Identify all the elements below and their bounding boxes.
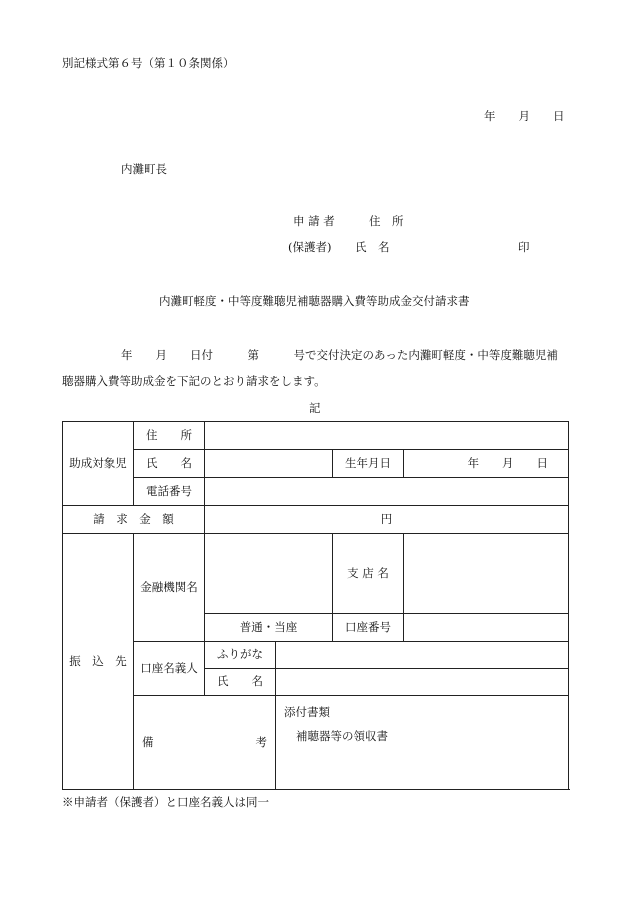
body-line-1: 年 月 日付 第 号で交付決定のあった内灘町軽度・中等度難聴児補 <box>121 348 558 362</box>
addressee: 内灘町長 <box>121 162 167 176</box>
body-line-2: 聴器購入費等助成金を下記のとおり請求をします。 <box>62 374 326 388</box>
branch-label: 支 店 名 <box>333 534 404 614</box>
child-address-label: 住 所 <box>134 422 205 450</box>
account-number-label: 口座番号 <box>333 614 404 642</box>
date-line: 年 月 日 <box>484 109 565 123</box>
footnote: ※申請者（保護者）と口座名義人は同一 <box>62 795 269 809</box>
child-address-field[interactable] <box>205 422 569 450</box>
guardian-label: (保護者) <box>288 240 332 254</box>
holder-name-field[interactable] <box>276 669 569 696</box>
applicant-name-label: 氏 名 <box>355 240 390 254</box>
bank-label: 金融機関名 <box>134 534 205 642</box>
account-holder-label: 口座名義人 <box>134 642 205 696</box>
remarks-label <box>134 696 276 790</box>
seal-mark: 印 <box>518 240 530 254</box>
amount-label: 請 求 金 額 <box>63 506 205 534</box>
attachments-label: 添付書類 <box>284 705 330 719</box>
birthdate-field[interactable]: 年 月 日 <box>404 450 569 478</box>
form-number: 別記様式第６号（第１０条関係） <box>62 56 235 70</box>
account-number-field[interactable] <box>404 614 569 642</box>
bank-name-field[interactable] <box>205 534 333 614</box>
ki-label: 記 <box>309 401 321 415</box>
account-type[interactable]: 普通・当座 <box>205 614 333 642</box>
furigana-label: ふりがな <box>205 642 276 669</box>
child-name-label: 氏 名 <box>134 450 205 478</box>
applicant-label: 申 請 者 <box>293 214 335 228</box>
birthdate-label: 生年月日 <box>333 450 404 478</box>
child-label: 助成対象児 <box>63 422 134 506</box>
phone-label: 電話番号 <box>134 478 205 506</box>
applicant-address-label: 住 所 <box>369 214 404 228</box>
child-name-field[interactable] <box>205 450 333 478</box>
transfer-label: 振 込 先 <box>63 534 134 790</box>
attachments-item: 補聴器等の領収書 <box>296 728 388 743</box>
furigana-field[interactable] <box>276 642 569 669</box>
holder-name-label: 氏 名 <box>205 669 276 696</box>
remarks-label-left: 備 <box>142 734 154 749</box>
document-title: 内灘町軽度・中等度難聴児補聴器購入費等助成金交付請求書 <box>159 294 470 308</box>
remarks-field[interactable] <box>276 696 569 790</box>
request-form-table <box>62 421 569 790</box>
remarks-label-right: 考 <box>255 734 267 749</box>
amount-field[interactable]: 円 <box>205 506 569 534</box>
phone-field[interactable] <box>205 478 569 506</box>
branch-field[interactable] <box>404 534 569 614</box>
